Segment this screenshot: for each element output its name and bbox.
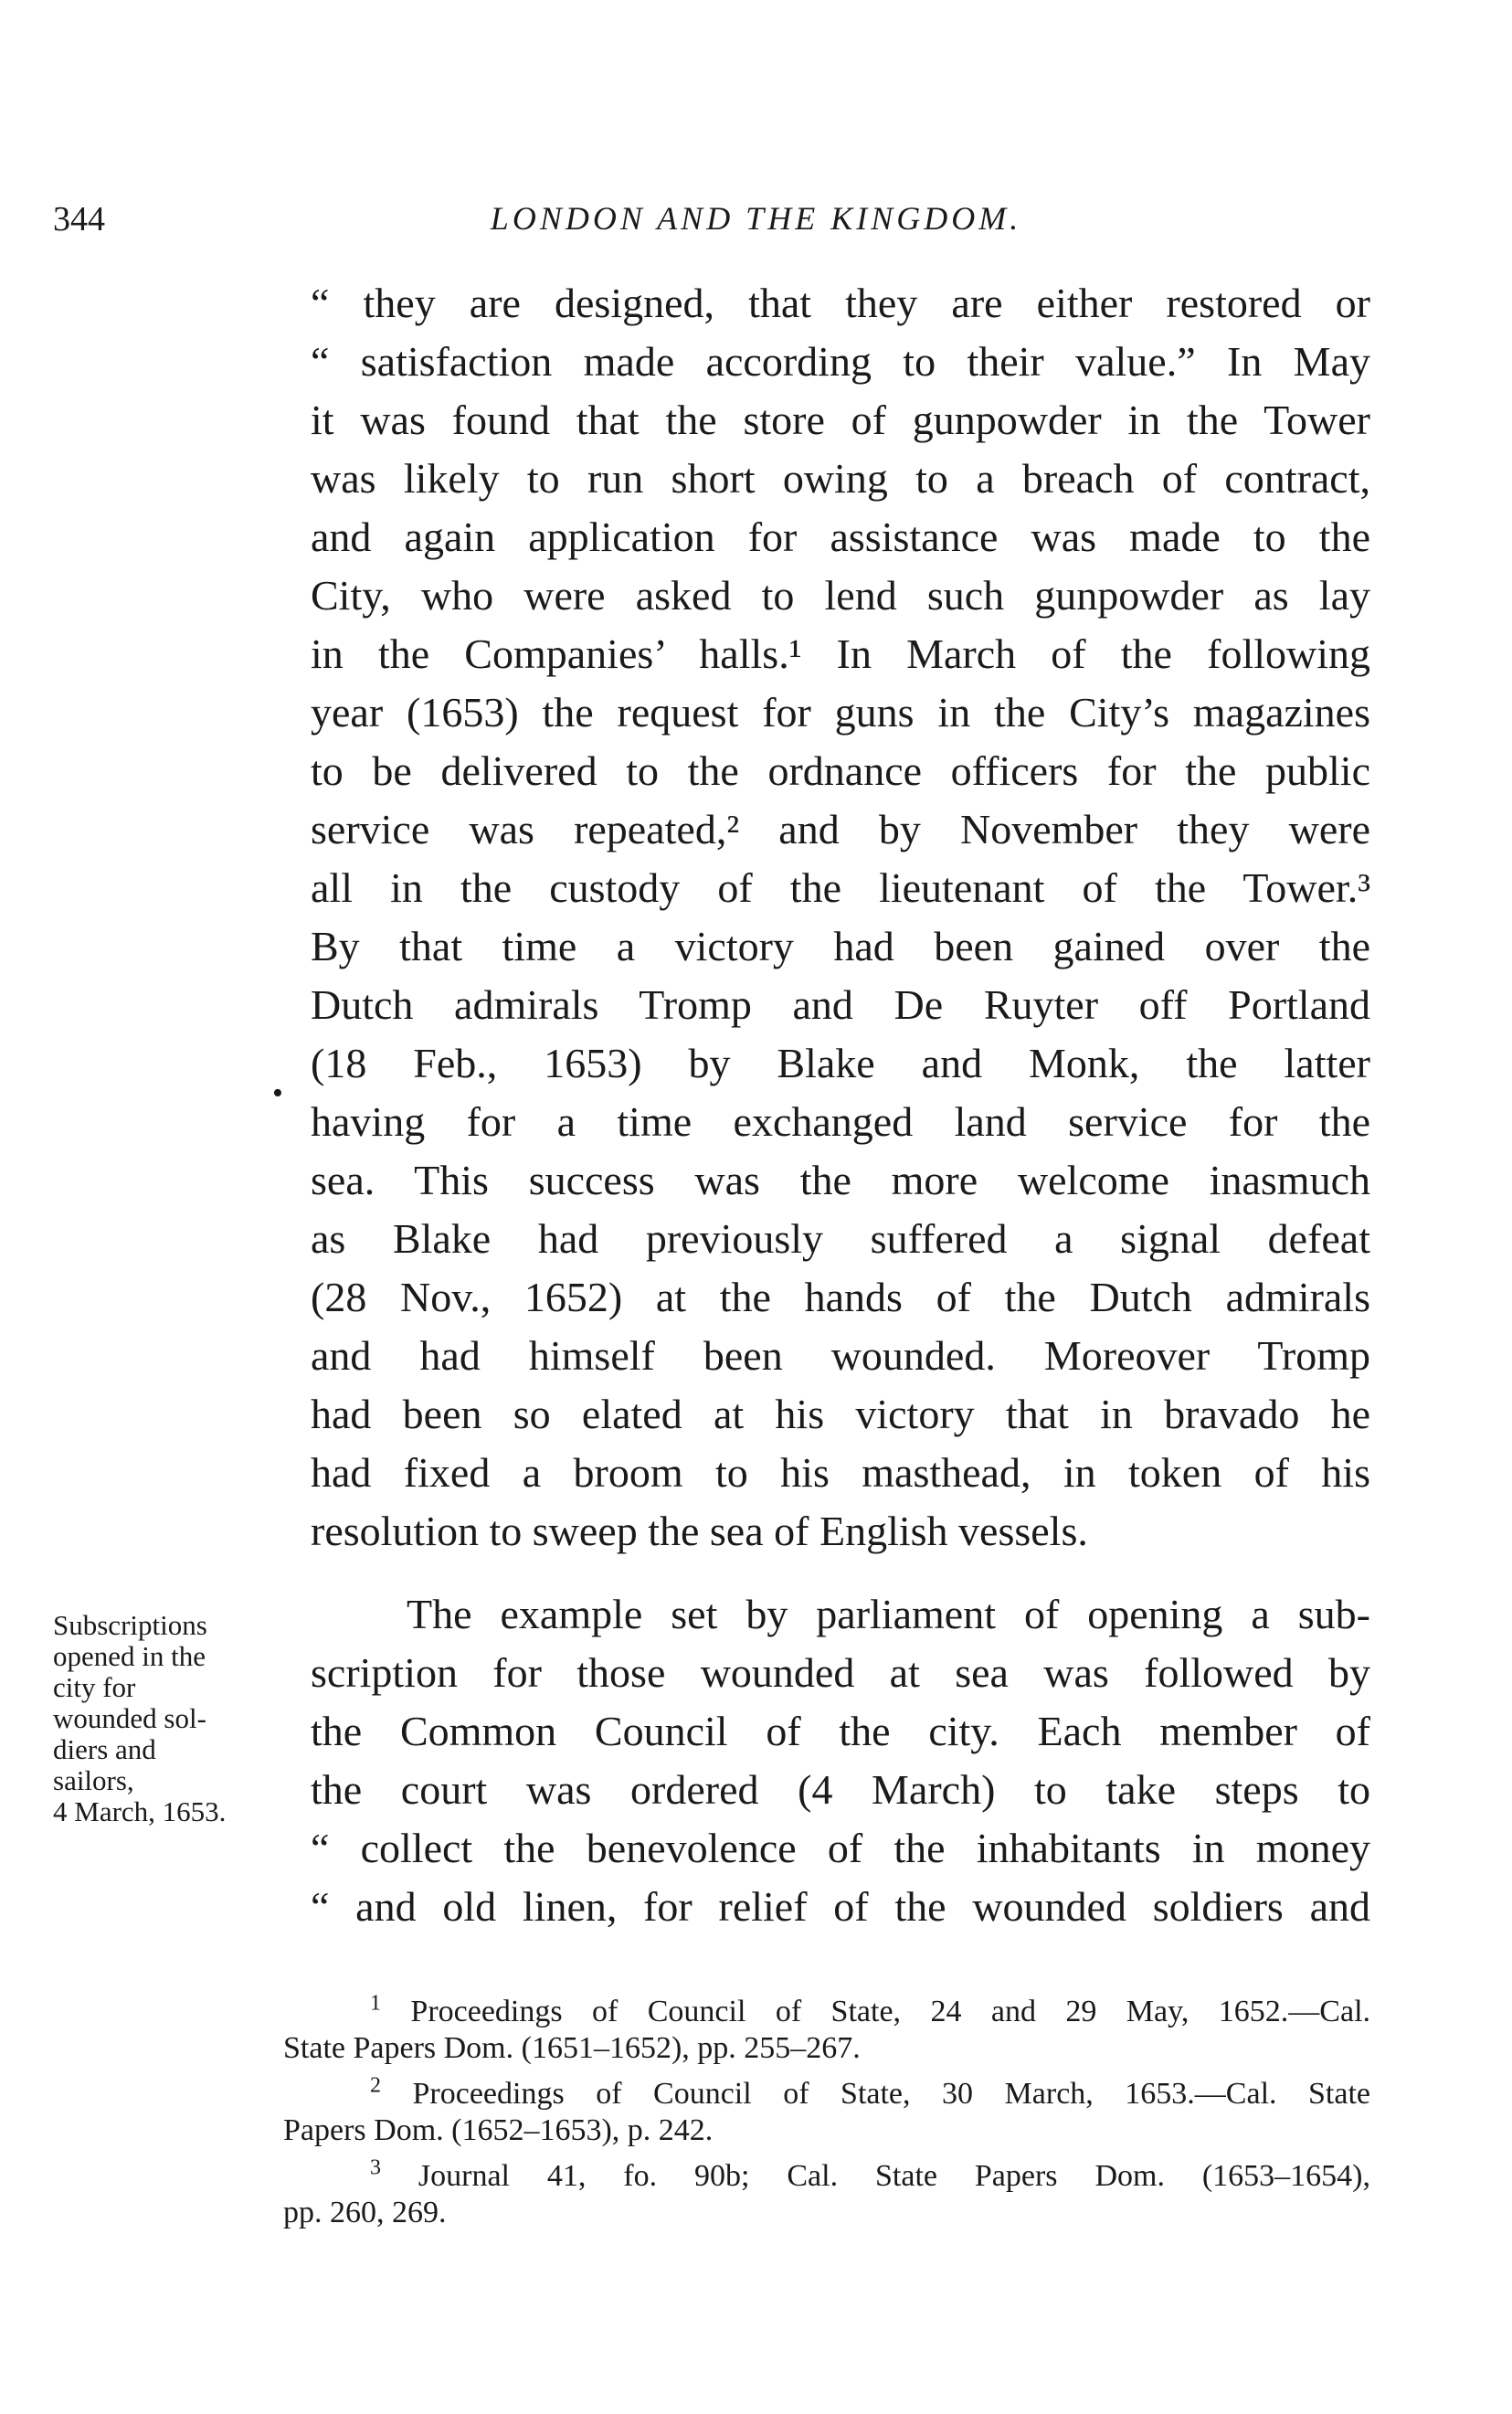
- body-line: The example set by parliament of opening a sub-: [407, 1591, 1370, 1637]
- body-line: and again application for assistance was made to the: [311, 514, 1370, 560]
- footnote-mark: 1: [370, 1991, 381, 2016]
- body-line: “ satisfaction made according to their value.” In May: [311, 338, 1370, 385]
- body-line: the court was ordered (4 March) to take steps to: [311, 1766, 1370, 1813]
- footnote-3: [370, 2155, 1370, 2195]
- body-line: resolution to sweep the sea of English vessels.: [311, 1508, 1088, 1554]
- marginal-note-line: diers and: [53, 1733, 156, 1765]
- body-line: in the Companies’ halls.¹ In March of the following: [311, 630, 1370, 677]
- marginal-note-line: Subscriptions: [53, 1609, 207, 1641]
- body-line: to be delivered to the ordnance officers for the public: [311, 747, 1370, 794]
- footnote-1-cont: State Papers Dom. (1651–1652), pp. 255–267.: [283, 2031, 861, 2065]
- body-line: having for a time exchanged land service for the: [311, 1098, 1370, 1145]
- marginal-note-line: city for: [53, 1671, 136, 1703]
- footnote-text: Proceedings of Council of State, 24 and 29 May, 1652.—Cal.: [410, 1995, 1371, 2028]
- body-line: all in the custody of the lieutenant of the Tower.³: [311, 864, 1370, 911]
- body-line: it was found that the store of gunpowder in the Tower: [311, 397, 1370, 443]
- footnote-mark: 2: [370, 2073, 381, 2098]
- body-line: had fixed a broom to his masthead, in token of his: [311, 1449, 1370, 1496]
- footnote-mark: 3: [370, 2155, 381, 2180]
- body-line: and had himself been wounded. Moreover Tromp: [311, 1332, 1370, 1379]
- body-line: “ they are designed, that they are either restored or: [311, 280, 1370, 326]
- marginal-note-line: opened in the: [53, 1640, 206, 1672]
- running-head: LONDON AND THE KINGDOM.: [490, 200, 1022, 237]
- footnote-3-cont: pp. 260, 269.: [283, 2196, 447, 2229]
- body-line: had been so elated at his victory that in bravado he: [311, 1391, 1370, 1437]
- body-line: sea. This success was the more welcome inasmuch: [311, 1157, 1370, 1203]
- body-line: the Common Council of the city. Each member of: [311, 1708, 1370, 1754]
- body-line: service was repeated,² and by November they were: [311, 806, 1370, 852]
- body-line: as Blake had previously suffered a signal defeat: [311, 1215, 1370, 1262]
- footnote-2: [370, 2073, 1371, 2112]
- page-number: 344: [53, 200, 105, 238]
- marginal-note-line: 4 March, 1653.: [53, 1795, 227, 1827]
- body-line: (28 Nov., 1652) at the hands of the Dutch admirals: [311, 1274, 1370, 1320]
- footnote-2-cont: Papers Dom. (1652–1653), p. 242.: [283, 2113, 714, 2147]
- body-line: (18 Feb., 1653) by Blake and Monk, the latter: [311, 1040, 1370, 1086]
- body-line: “ collect the benevolence of the inhabitants in money: [311, 1825, 1370, 1871]
- body-line: City, who were asked to lend such gunpowder as lay: [311, 572, 1370, 619]
- footnote-1: [370, 1991, 1371, 2030]
- body-line: was likely to run short owing to a breach of contract,: [311, 455, 1370, 502]
- marginal-note-line: wounded sol-: [53, 1702, 206, 1734]
- footnote-text: Proceedings of Council of State, 30 March, 1653.—Cal. State: [412, 2077, 1371, 2111]
- margin-bullet: •: [272, 1076, 283, 1110]
- body-line: “ and old linen, for relief of the wounded soldiers and: [311, 1883, 1370, 1930]
- marginal-note-line: sailors,: [53, 1764, 134, 1796]
- body-line: year (1653) the request for guns in the City’s magazines: [311, 689, 1370, 736]
- body-line: Dutch admirals Tromp and De Ruyter off Portland: [311, 981, 1370, 1028]
- footnote-text: Journal 41, fo. 90b; Cal. State Papers Dom. (1653–1654),: [418, 2159, 1370, 2193]
- body-line: By that time a victory had been gained over the: [311, 923, 1370, 969]
- body-line: scription for those wounded at sea was followed by: [311, 1649, 1370, 1696]
